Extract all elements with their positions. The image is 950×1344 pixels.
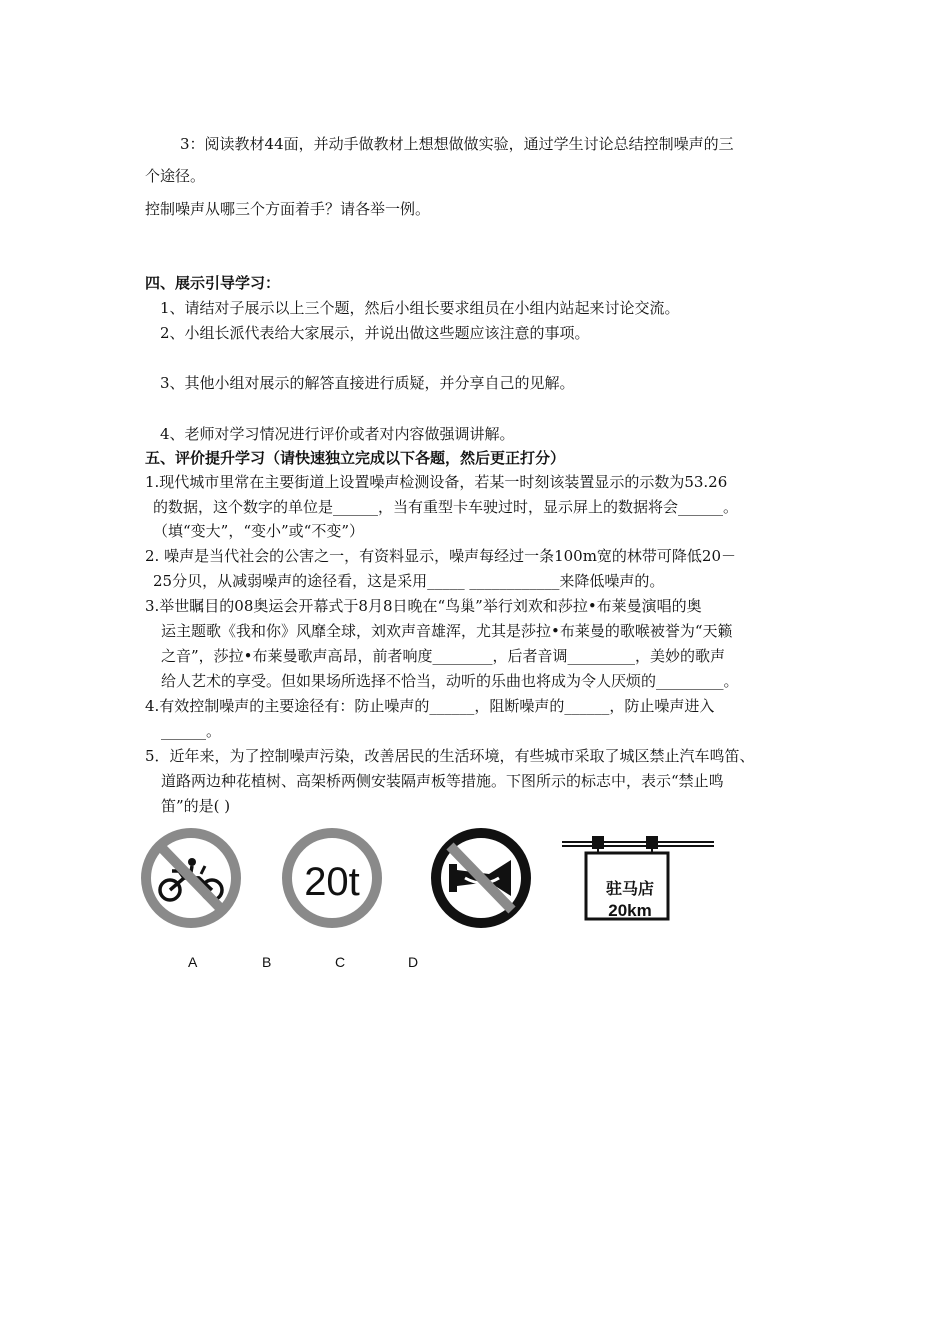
q4-line1: 4.有效控制噪声的主要途径有：防止噪声的______，阻断噪声的______，防止噪声进入 — [145, 697, 715, 715]
option-label-d: D — [408, 954, 419, 970]
sign-d-distance-board-icon — [562, 833, 714, 923]
q4-line2: ______。 — [161, 722, 222, 740]
q3-line1: 3.举世瞩目的08奥运会开幕式于8月8日晚在“鸟巢”举行刘欢和莎拉•布莱曼演唱的奥 — [145, 597, 702, 615]
sign-b-text: 20t — [304, 860, 360, 904]
q2-line2: 25分贝，从减弱噪声的途径看，这是采用_____ ____________来降低噪声的。 — [153, 572, 665, 590]
q2-line1: 2. 噪声是当代社会的公害之一，有资料显示，噪声每经过一条100m宽的林带可降低20－ — [145, 547, 737, 565]
q3-line2: 运主题歌《我和你》风靡全球，刘欢声音雄浑，尤其是莎拉•布莱曼的歌喉被誉为“天籁 — [161, 622, 733, 640]
option-label-a: A — [188, 954, 198, 970]
sign-a-no-motorcycle-icon — [139, 826, 243, 930]
section3-line1: 3：阅读教材44面，并动手做教材上想想做做实验，通过学生讨论总结控制噪声的三 — [180, 135, 734, 153]
section5-heading: 五、评价提升学习（请快速独立完成以下各题，然后更正打分） — [145, 449, 566, 467]
section3-line2: 个途径。 — [145, 167, 206, 185]
q1-line3: （填“变大”，“变小”或“不变”） — [153, 522, 365, 540]
section3-question: 控制噪声从哪三个方面着手？请各举一例。 — [145, 200, 431, 218]
section4-item-2: 2、小组长派代表给大家展示，并说出做这些题应该注意的事项。 — [160, 324, 590, 342]
q1-line2: 的数据，这个数字的单位是______，当有重型卡车驶过时，显示屏上的数据将会______。 — [153, 498, 739, 516]
sign-d-text-distance: 20km — [608, 901, 652, 920]
q5-line1: 5．近年来，为了控制噪声污染，改善居民的生活环境，有些城市采取了城区禁止汽车鸣笛、 — [145, 747, 755, 765]
option-label-c: C — [335, 954, 346, 970]
section4-heading: 四、展示引导学习： — [145, 274, 281, 292]
section4-item-3: 3、其他小组对展示的解答直接进行质疑，并分享自己的见解。 — [160, 374, 575, 392]
q1-line1: 1.现代城市里常在主要街道上设置噪声检测设备，若某一时刻该装置显示的示数为53.26 — [145, 473, 728, 491]
sign-d-text-city: 驻马店 — [605, 879, 655, 898]
option-label-b: B — [262, 954, 272, 970]
section4-item-4: 4、老师对学习情况进行评价或者对内容做强调讲解。 — [160, 425, 515, 443]
q5-line3: 笛”的是( ) — [161, 797, 231, 815]
q3-line4: 给人艺术的享受。但如果场所选择不恰当，动听的乐曲也将成为令人厌烦的_________。 — [161, 672, 739, 690]
q5-line2: 道路两边种花植树、高架桥两侧安装隔声板等措施。下图所示的标志中，表示“禁止鸣 — [161, 772, 724, 790]
section4-item-1: 1、请结对子展示以上三个题，然后小组长要求组员在小组内站起来讨论交流。 — [160, 299, 680, 317]
sign-b-weight-limit-icon — [280, 826, 384, 930]
q3-line3: 之音”，莎拉•布莱曼歌声高昂，前者响度________，后者音调_________，美妙的歌声 — [161, 647, 726, 665]
sign-c-no-horn-icon — [429, 826, 533, 930]
